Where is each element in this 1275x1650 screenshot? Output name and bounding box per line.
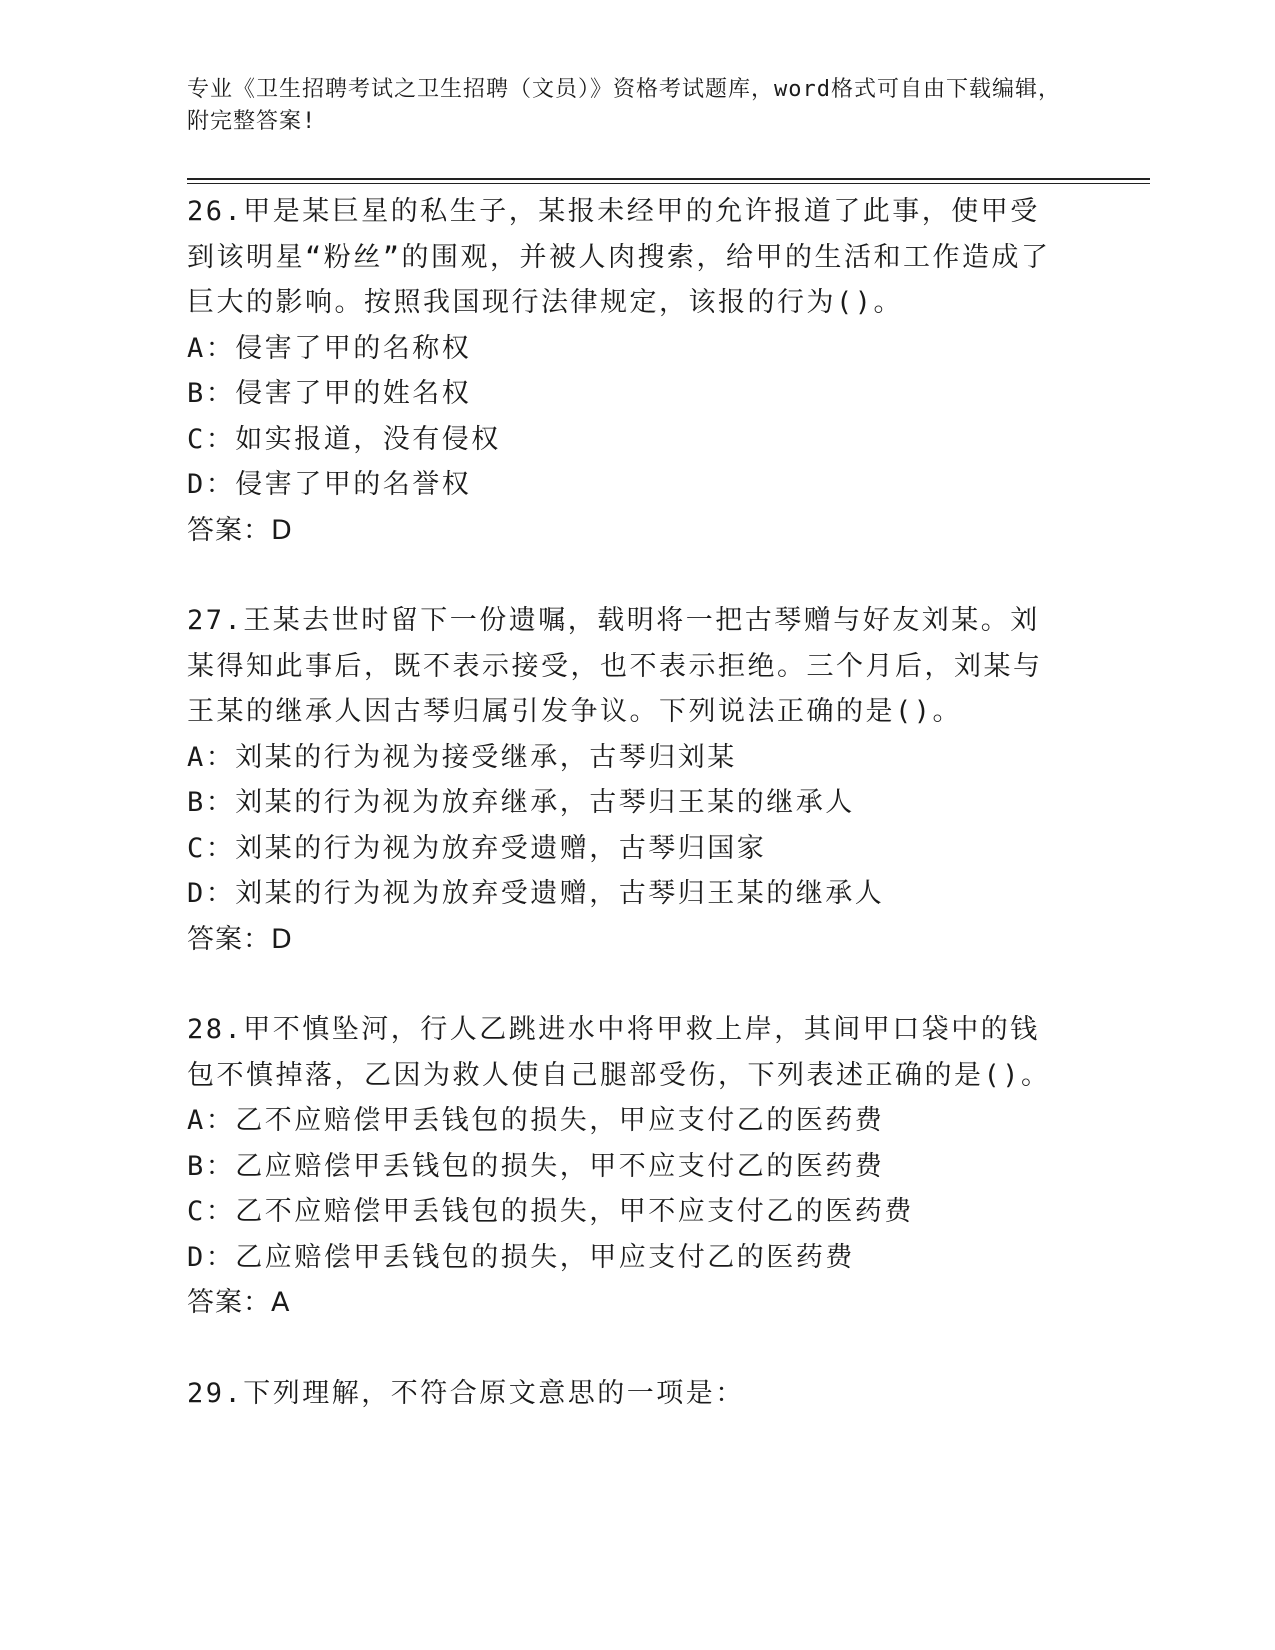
option-d: D：乙应赔偿甲丢钱包的损失，甲应支付乙的医药费 <box>187 1241 855 1273</box>
option-d: D：侵害了甲的名誉权 <box>187 469 472 500</box>
question-28 <box>187 1007 1087 1326</box>
answer-line: 答案：A <box>187 1287 291 1318</box>
question-stem: 28.甲不慎坠河，行人乙跳进水中将甲救上岸，其间甲口袋中的钱包不慎掉落，乙因为救人使自己腿部受伤，下列表述正确的是()。 <box>187 1014 1051 1091</box>
header-divider-thin <box>187 183 1150 184</box>
option-d: D：刘某的行为视为放弃受遗赠，古琴归王某的继承人 <box>187 878 885 909</box>
answer-line: 答案：D <box>187 514 293 546</box>
question-27 <box>187 598 1087 962</box>
question-26 <box>187 189 1087 553</box>
question-list <box>187 189 1087 1461</box>
answer-line: 答案：D <box>187 923 293 955</box>
question-stem: 29.下列理解，不符合原文意思的一项是： <box>187 1377 745 1409</box>
option-b: B：侵害了甲的姓名权 <box>187 378 472 409</box>
question-stem: 27.王某去世时留下一份遗嘱，载明将一把古琴赠与好友刘某。刘某得知此事后，既不表示接受，也不表示拒绝。三个月后，刘某与王某的继承人因古琴归属引发争议。下列说法正确的是()。 <box>187 605 1043 727</box>
option-b: B：刘某的行为视为放弃继承，古琴归王某的继承人 <box>187 787 855 818</box>
page-header: 专业《卫生招聘考试之卫生招聘（文员）》资格考试题库，word格式可自由下载编辑，附完整答案! <box>187 77 1061 134</box>
option-b: B：乙应赔偿甲丢钱包的损失，甲不应支付乙的医药费 <box>187 1150 885 1182</box>
option-a: A：乙不应赔偿甲丢钱包的损失，甲应支付乙的医药费 <box>187 1105 885 1136</box>
option-c: C：乙不应赔偿甲丢钱包的损失，甲不应支付乙的医药费 <box>187 1196 914 1227</box>
option-c: C：刘某的行为视为放弃受遗赠，古琴归国家 <box>187 832 767 864</box>
question-29 <box>187 1371 1087 1417</box>
header-divider-thick <box>187 178 1150 180</box>
option-c: C：如实报道，没有侵权 <box>187 423 501 455</box>
option-a: A：侵害了甲的名称权 <box>187 332 472 364</box>
option-a: A：刘某的行为视为接受继承，古琴归刘某 <box>187 741 737 773</box>
question-stem: 26.甲是某巨星的私生子，某报未经甲的允许报道了此事，使甲受到该明星“粉丝”的围观，并被人肉搜索，给甲的生活和工作造成了巨大的影响。按照我国现行法律规定，该报的行为()。 <box>187 196 1051 318</box>
